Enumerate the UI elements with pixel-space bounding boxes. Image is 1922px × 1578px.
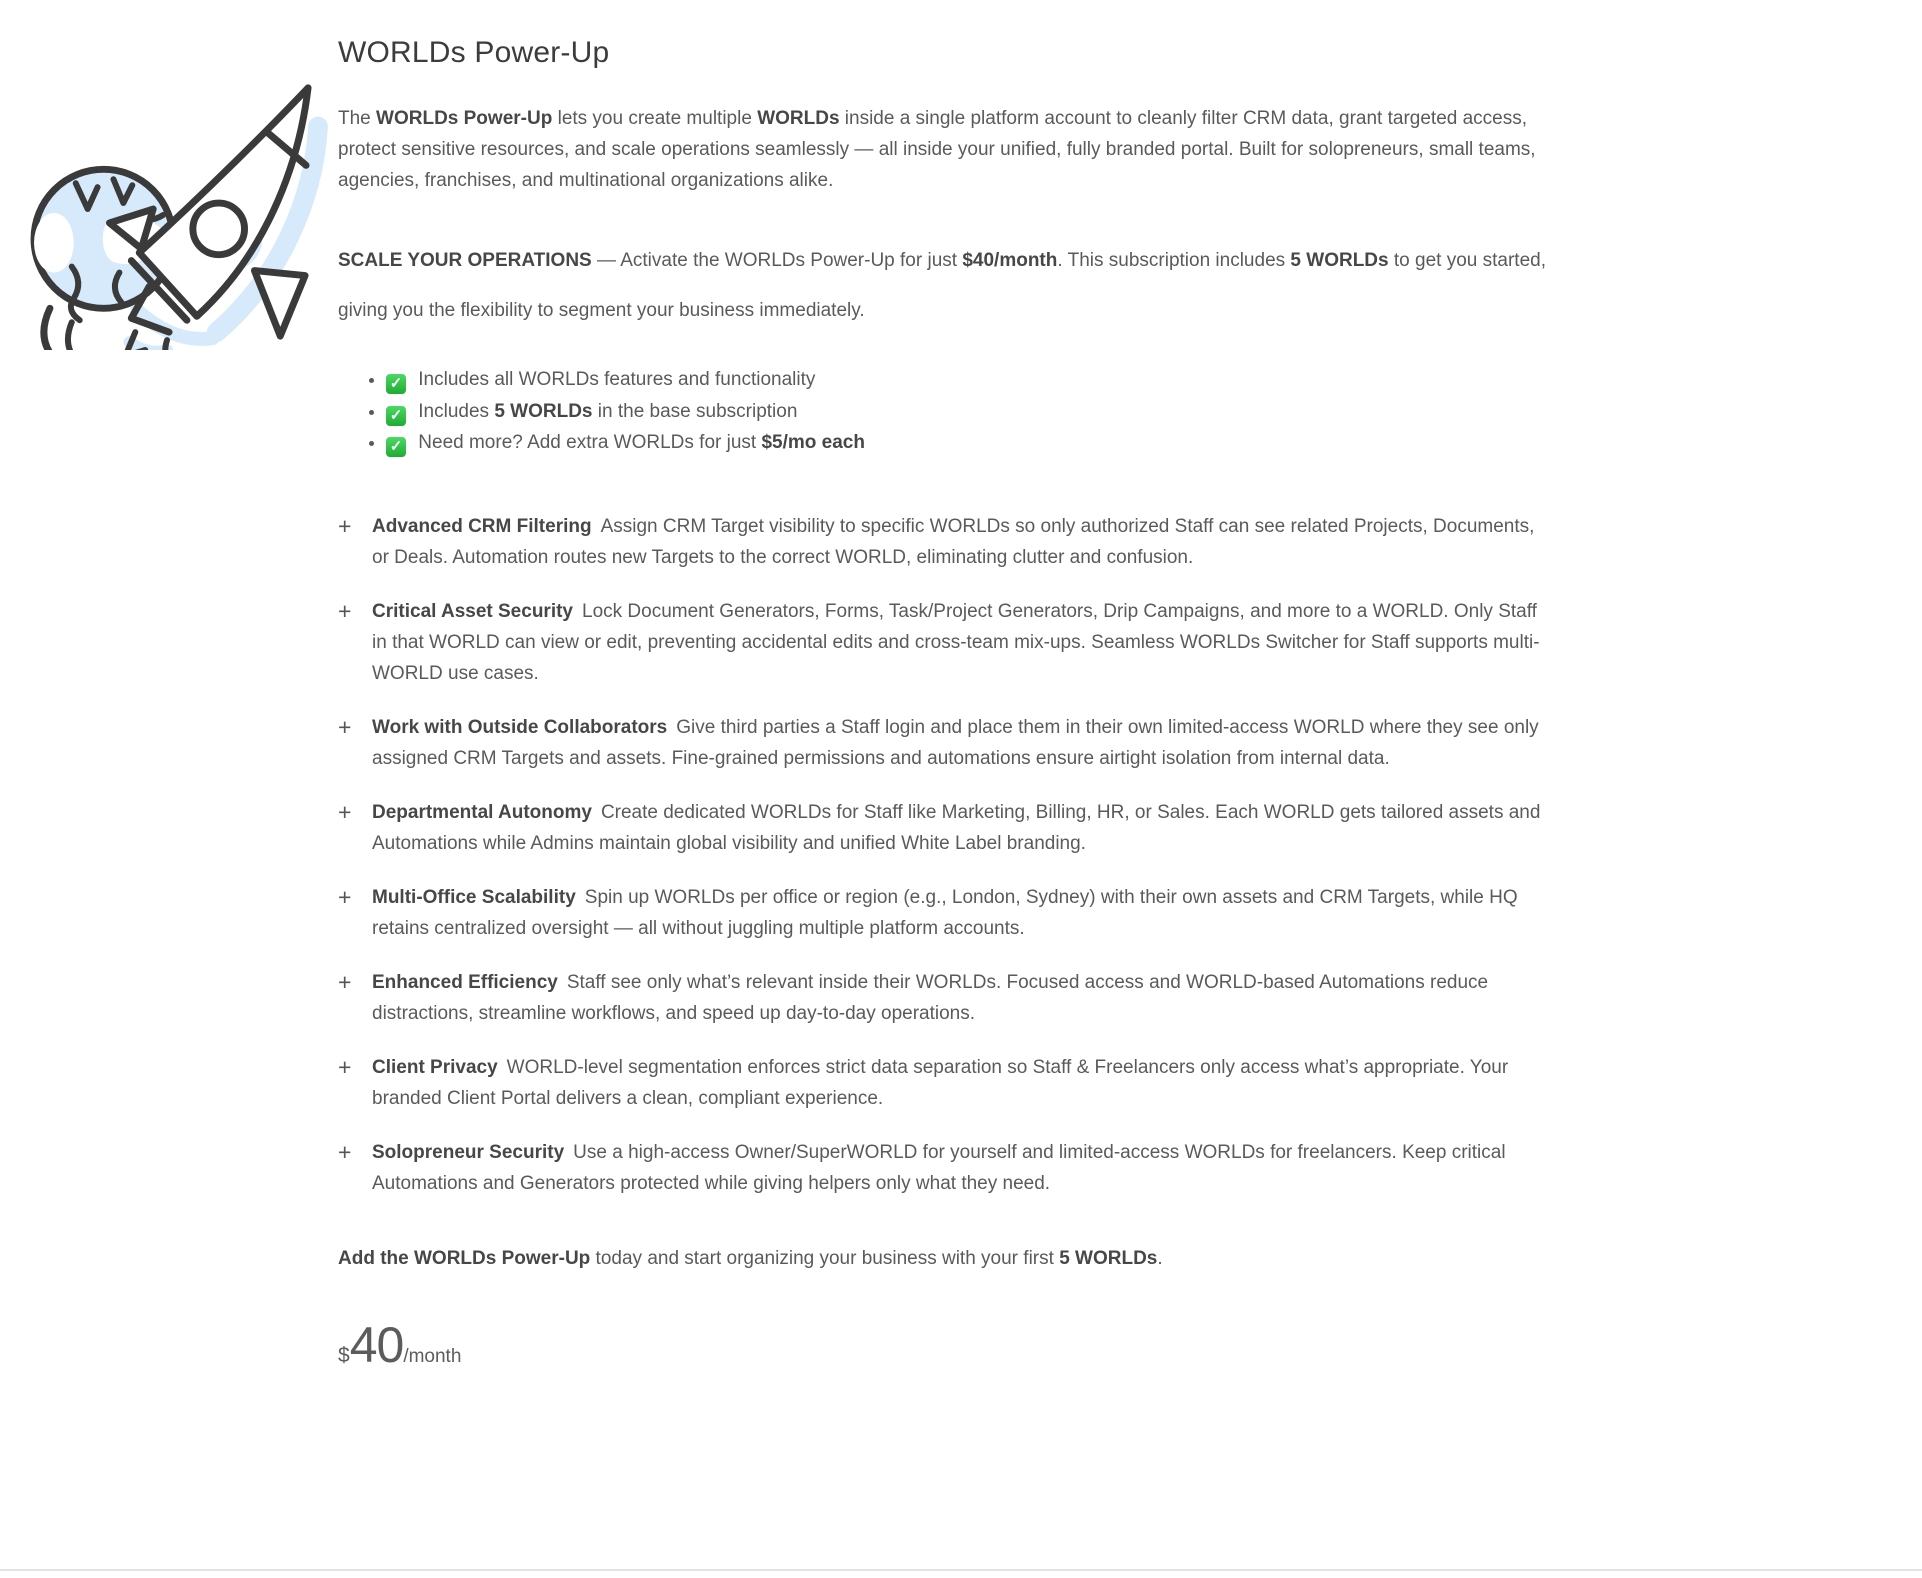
feature-description: Create dedicated WORLDs for Staff like Marketing, Billing, HR, or Sales. Each WORLD gets tailored assets and Automations while Admins maintain global visibility and unified White Label branding.	[372, 801, 1541, 854]
bullet-text: Includes all WORLDs features and functionality	[418, 369, 816, 390]
feature-description: Staff see only what’s relevant inside their WORLDs. Focused access and WORLD-based Automations reduce distractions, streamline workflows, and speed up day-to-day operations.	[372, 971, 1489, 1024]
bullet-text: Need more? Add extra WORLDs for just $5/mo each	[418, 432, 865, 453]
feature-item	[338, 797, 1548, 859]
price-amount: 40	[349, 1316, 404, 1373]
feature-item	[338, 511, 1548, 573]
intro-paragraph: The WORLDs Power-Up lets you create multiple WORLDs inside a single platform account to cleanly filter CRM data, grant targeted access, protect sensitive resources, and scale operations seamlessly — all inside your unified, fully branded portal. Built for solopreneurs, small teams, agencies, franchises, and multinational organizations alike.	[338, 108, 1536, 191]
included-features-list	[338, 364, 1548, 459]
bottom-divider	[0, 1569, 1922, 1571]
feature-item	[338, 967, 1548, 1029]
feature-title: Solopreneur Security	[372, 1141, 565, 1163]
check-icon: ✓	[386, 374, 406, 394]
price	[338, 1316, 1548, 1374]
bullet-text: Includes 5 WORLDs in the base subscription	[418, 400, 798, 422]
feature-description: Spin up WORLDs per office or region (e.g., London, Sydney) with their own assets and CRM Targets, while HQ retains centralized oversight — all without juggling multiple platform accounts.	[372, 886, 1518, 939]
powerup-description	[338, 36, 1548, 1374]
closing-paragraph: Add the WORLDs Power-Up today and start organizing your business with your first 5 WORLDs.	[338, 1247, 1163, 1269]
list-item	[386, 427, 1548, 459]
list-item	[386, 364, 1548, 396]
price-period: /month	[403, 1345, 462, 1367]
feature-title: Enhanced Efficiency	[372, 971, 558, 993]
plus-icon: +	[338, 1053, 352, 1080]
feature-item	[338, 712, 1548, 774]
rocket-globe-illustration	[18, 72, 336, 350]
feature-title: Work with Outside Collaborators	[372, 716, 668, 738]
page-title: WORLDs Power-Up	[338, 36, 610, 69]
scale-operations-paragraph: SCALE YOUR OPERATIONS — Activate the WORLDs Power-Up for just $40/month. This subscription includes 5 WORLDs to get you started, giving you the flexibility to segment your business immediately.	[338, 250, 1546, 321]
feature-title: Multi-Office Scalability	[372, 886, 576, 908]
check-icon: ✓	[386, 437, 406, 457]
feature-description: WORLD-level segmentation enforces strict data separation so Staff & Freelancers only access what’s appropriate. Your branded Client Portal delivers a clean, compliant experience.	[372, 1056, 1509, 1109]
feature-description: Assign CRM Target visibility to specific WORLDs so only authorized Staff can see related Projects, Documents, or Deals. Automation routes new Targets to the correct WORLD, eliminating clutter and confusion.	[372, 515, 1535, 568]
feature-title: Critical Asset Security	[372, 600, 573, 622]
feature-item	[338, 1137, 1548, 1199]
plus-icon: +	[338, 597, 352, 624]
plus-icon: +	[338, 1138, 352, 1165]
plus-icon: +	[338, 798, 352, 825]
feature-item	[338, 596, 1548, 689]
check-icon: ✓	[386, 406, 406, 426]
feature-description: Use a high-access Owner/SuperWORLD for yourself and limited-access WORLDs for freelancers. Keep critical Automations and Generators protected while giving helpers only what they need.	[372, 1141, 1506, 1194]
plus-icon: +	[338, 512, 352, 539]
feature-title: Advanced CRM Filtering	[372, 515, 592, 537]
feature-description: Give third parties a Staff login and place them in their own limited-access WORLD where they see only assigned CRM Targets and assets. Fine-grained permissions and automations ensure airtight isolation from internal data.	[372, 716, 1539, 769]
plus-icon: +	[338, 883, 352, 910]
plus-icon: +	[338, 968, 352, 995]
feature-list	[338, 511, 1548, 1199]
feature-title: Client Privacy	[372, 1056, 498, 1078]
feature-description: Lock Document Generators, Forms, Task/Project Generators, Drip Campaigns, and more to a WORLD. Only Staff in that WORLD can view or edit, preventing accidental edits and cross-team mix-ups. Seamless WORLDs Switcher for Staff supports multi-WORLD use cases.	[372, 600, 1540, 684]
feature-item	[338, 882, 1548, 944]
plus-icon: +	[338, 713, 352, 740]
feature-item	[338, 1052, 1548, 1114]
list-item	[386, 396, 1548, 428]
price-currency: $	[338, 1343, 350, 1367]
feature-title: Departmental Autonomy	[372, 801, 592, 823]
